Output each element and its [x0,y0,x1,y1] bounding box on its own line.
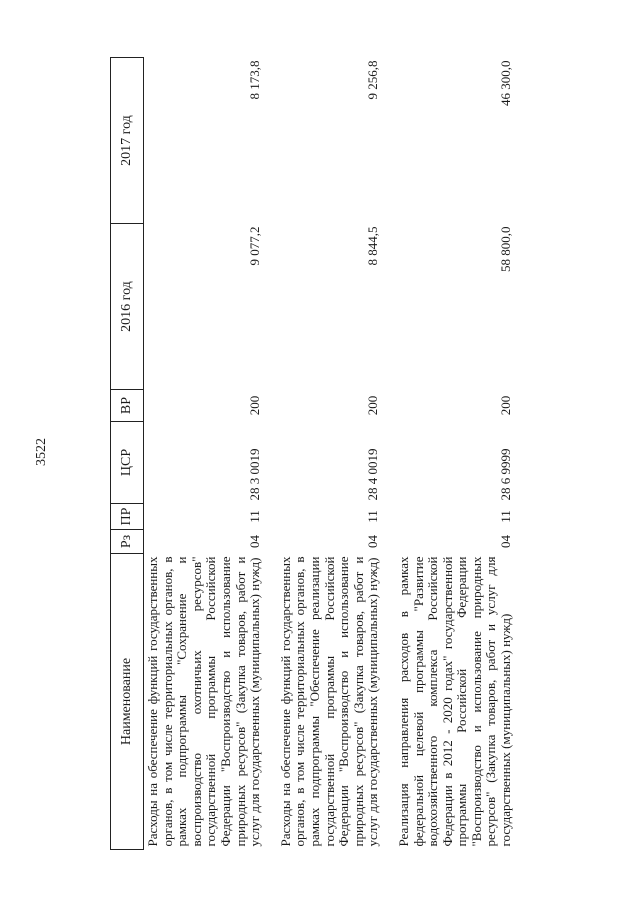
row-name: Реализация направления расходов в рамках федеральной целевой программы "Развитие водохозяйственного комплекса Российской Федерации в 2012 - 2020 годах" государственной программы Российской Федерации "Воспроизводство и использование природных ресурсов" (Закупка товаров, работ и услуг для государственных (муниципальных) нужд) [395,556,514,847]
row-value-2016: 58 800,0 [498,226,514,272]
row-pr: 11 [498,510,514,523]
table-header-row [111,58,144,850]
row-value-2017: 8 173,8 [247,60,263,100]
row-vr: 200 [365,395,381,416]
row-pr: 11 [247,510,263,523]
table-row [265,58,383,850]
table-row [144,58,265,850]
row-name-cell [383,554,516,850]
row-rz: 04 [365,535,381,548]
row-value-2016: 8 844,5 [365,226,381,266]
header-pr: ПР [111,504,144,530]
row-value-2016: 9 077,2 [247,226,263,266]
row-value-2017: 9 256,8 [365,60,381,100]
row-csr: 28 4 0019 [365,448,381,501]
row-name: Расходы на обеспечение функций государственных органов, в том числе территориальных органов, в рамках подпрограммы "Обеспечение реализации государственной программы Российской Федерации "Воспроизводство и использование природных ресурсов" (Закупка товаров, работ и услуг для государственных (муниципальных) нужд) [277,556,381,847]
row-csr: 28 3 0019 [247,448,263,501]
row-vr: 200 [498,395,514,416]
row-vr: 200 [247,395,263,416]
table-row [383,58,516,850]
row-rz: 04 [247,535,263,548]
header-year-2016: 2016 год [111,224,144,390]
row-name: Расходы на обеспечение функций государственных органов, в том числе территориальных органов, в рамках подпрограммы "Сохранение и воспроизводство охотничьих ресурсов" государственной программы Российской Федерации "Воспроизводство и использование природных ресурсов" (Закупка товаров, работ и услуг для государственных (муниципальных) нужд) [145,556,263,847]
header-csr: ЦСР [111,422,144,504]
row-csr: 28 6 9999 [498,448,514,501]
page-number: 3522 [34,438,49,466]
header-vr: ВР [111,390,144,422]
row-name-cell [144,554,265,850]
header-name: Наименование [111,554,144,850]
row-name-cell [265,554,383,850]
rotated-table-container [110,58,610,850]
row-value-2017: 46 300,0 [498,60,514,106]
budget-table [110,57,516,850]
header-year-2017: 2017 год [111,58,144,224]
header-rz: Рз [111,530,144,554]
row-rz: 04 [498,535,514,548]
row-pr: 11 [365,510,381,523]
